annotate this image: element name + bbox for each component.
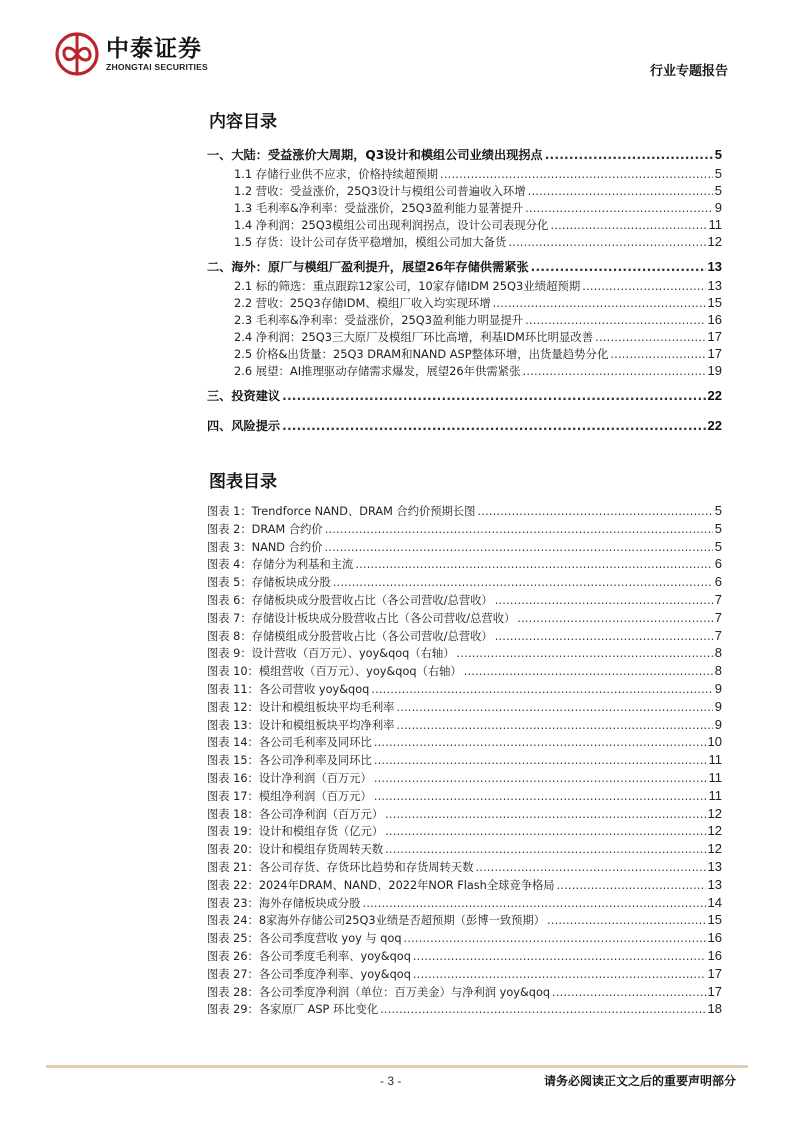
dot-leader xyxy=(385,806,705,823)
toc-page-number: 17 xyxy=(707,329,722,344)
dot-leader xyxy=(282,386,705,406)
figure-toc-label: 图表 17：模组净利润（百万元） xyxy=(207,789,372,803)
dot-leader xyxy=(333,574,713,591)
figure-toc-item[interactable] xyxy=(207,627,722,645)
figure-toc-item[interactable] xyxy=(207,680,722,698)
dot-leader xyxy=(440,166,713,182)
figures-toc-title: 图表目录 xyxy=(209,472,277,492)
figure-toc-page-number: 16 xyxy=(707,930,722,946)
figure-toc-item[interactable] xyxy=(207,876,722,894)
figure-toc-page-number: 11 xyxy=(708,769,722,785)
toc-section-label: 二、海外：原厂与模组厂盈利提升，展望26年存储供需紧张 xyxy=(207,260,529,274)
toc-item-1-4[interactable] xyxy=(207,216,722,233)
figure-toc-page-number: 9 xyxy=(714,680,722,696)
figure-toc-item[interactable] xyxy=(207,520,722,538)
dot-leader xyxy=(477,503,712,520)
toc-section-3[interactable] xyxy=(207,386,722,406)
dot-leader xyxy=(374,770,707,787)
dot-leader xyxy=(324,539,712,556)
toc-page-number: 5 xyxy=(714,183,722,198)
figure-toc-label: 图表 11：各公司营收 yoy&qoq xyxy=(207,682,370,696)
figure-toc-item[interactable] xyxy=(207,591,722,609)
dot-leader xyxy=(385,823,705,840)
toc-item-label: 1.2 营收：受益涨价，25Q3设计与模组公司普遍收入环增 xyxy=(234,184,526,198)
disclaimer-text: 请务必阅读正文之后的重要声明部分 xyxy=(543,1074,736,1088)
zhongtai-logo-icon xyxy=(54,31,100,77)
figure-toc-page-number: 16 xyxy=(707,947,722,963)
toc-page-number: 13 xyxy=(707,259,722,274)
figure-toc-page-number: 17 xyxy=(707,965,722,981)
toc-section-4[interactable] xyxy=(207,416,722,436)
dot-leader xyxy=(325,521,713,538)
figure-toc-label: 图表 14：各公司毛利率及同环比 xyxy=(207,736,372,750)
figure-toc-item[interactable] xyxy=(207,751,722,769)
dot-leader xyxy=(355,556,712,573)
figure-toc-page-number: 13 xyxy=(707,876,722,892)
dot-leader xyxy=(495,592,713,609)
toc-section-label: 一、大陆：受益涨价大周期，Q3设计和模组公司业绩出现拐点 xyxy=(207,148,543,162)
company-logo xyxy=(54,31,208,77)
figure-toc-page-number: 12 xyxy=(707,805,722,821)
toc-page-number: 9 xyxy=(714,200,722,215)
figure-toc-item[interactable] xyxy=(207,911,722,929)
figure-toc-item[interactable] xyxy=(207,787,722,805)
figure-toc-item[interactable] xyxy=(207,573,722,591)
figure-toc-label: 图表 20：设计和模组存货周转天数 xyxy=(207,843,384,857)
dot-leader xyxy=(550,217,706,233)
figure-toc-item[interactable] xyxy=(207,1000,722,1018)
figure-toc-item[interactable] xyxy=(207,822,722,840)
dot-leader xyxy=(545,145,713,165)
figure-toc-label: 图表 12：设计和模组板块平均毛利率 xyxy=(207,700,395,714)
dot-leader xyxy=(380,1001,705,1018)
dot-leader xyxy=(493,295,706,311)
dot-leader xyxy=(552,984,706,1001)
dot-leader xyxy=(413,966,706,983)
dot-leader xyxy=(371,681,712,698)
figure-toc-page-number: 12 xyxy=(707,823,722,839)
figure-toc-label: 图表 4：存储分为利基和主流 xyxy=(207,558,354,572)
dot-leader xyxy=(547,912,705,929)
toc-item-2-3[interactable] xyxy=(207,311,722,328)
dot-leader xyxy=(404,930,706,947)
figure-toc-page-number: 11 xyxy=(708,787,722,803)
figure-toc-label: 图表 21：各公司存货、存货环比趋势和存货周转天数 xyxy=(207,860,474,874)
dot-leader xyxy=(525,200,713,216)
toc-page-number: 15 xyxy=(707,295,722,310)
figure-toc-page-number: 6 xyxy=(714,556,722,572)
dot-leader xyxy=(531,257,706,277)
figure-toc-item[interactable] xyxy=(207,538,722,556)
dot-leader xyxy=(528,183,713,199)
figure-toc-label: 图表 29：各家原厂 ASP 环比变化 xyxy=(207,1003,379,1017)
dot-leader xyxy=(374,752,707,769)
figure-toc-page-number: 5 xyxy=(714,503,722,518)
toc-item-label: 2.4 净利润：25Q3三大原厂及模组厂环比高增，利基IDM环比明显改善 xyxy=(234,330,594,344)
figure-toc-item[interactable] xyxy=(207,929,722,947)
figure-toc-page-number: 10 xyxy=(707,734,722,750)
dot-leader xyxy=(557,877,706,894)
figure-toc-item[interactable] xyxy=(207,965,722,983)
figure-toc-item[interactable] xyxy=(207,698,722,716)
toc-item-1-3[interactable] xyxy=(207,199,722,216)
figure-toc-item[interactable] xyxy=(207,894,722,912)
toc-title: 内容目录 xyxy=(209,112,277,132)
figure-toc-label: 图表 27：各公司季度净利率、yoy&qoq xyxy=(207,967,411,981)
dot-leader xyxy=(363,895,706,912)
toc-item-label: 2.1 标的筛选：重点跟踪12家公司，10家存储IDM 25Q3业绩超预期 xyxy=(234,279,581,293)
dot-leader xyxy=(525,312,705,328)
logo-chinese-name: 中泰证券 xyxy=(106,35,202,62)
figure-toc-label: 图表 6：存储板块成分股营收占比（各公司营收/总营收） xyxy=(207,593,493,607)
figure-toc-page-number: 9 xyxy=(714,698,722,714)
figure-toc-label: 图表 5：存储板块成分股 xyxy=(207,576,331,590)
figure-toc-label: 图表 28：各公司季度净利润（单位：百万美金）与净利润 yoy&qoq xyxy=(207,985,551,999)
toc-item-label: 1.3 毛利率&净利率：受益涨价，25Q3盈利能力显著提升 xyxy=(234,201,524,215)
dot-leader xyxy=(374,734,706,751)
figure-toc-item[interactable] xyxy=(207,644,722,662)
dot-leader xyxy=(476,859,706,876)
figure-toc-label: 图表 26：各公司季度毛利率、yoy&qoq xyxy=(207,949,411,963)
figure-toc-label: 图表 16：设计净利润（百万元） xyxy=(207,771,372,785)
dot-leader xyxy=(495,628,713,645)
logo-english-name: ZHONGTAI SECURITIES xyxy=(106,61,208,72)
figures-list xyxy=(207,502,722,1018)
toc-item-1-5[interactable] xyxy=(207,233,722,250)
toc-item-2-1[interactable] xyxy=(207,277,722,294)
dot-leader xyxy=(508,234,705,250)
toc-page-number: 13 xyxy=(707,278,722,293)
toc-page-number: 22 xyxy=(707,388,722,403)
figure-toc-label: 图表 24：8家海外存储公司25Q3业绩是否超预期（彭博一致预期） xyxy=(207,914,546,928)
figure-toc-label: 图表 9：设计营收（百万元）、yoy&qoq（右轴） xyxy=(207,647,455,661)
toc-section-2[interactable] xyxy=(207,257,722,277)
figure-toc-label: 图表 18：各公司净利润（百万元） xyxy=(207,807,384,821)
figure-toc-item[interactable] xyxy=(207,805,722,823)
figure-toc-page-number: 8 xyxy=(714,663,722,679)
dot-leader xyxy=(582,278,705,294)
figure-toc-label: 图表 25：各公司季度营收 yoy 与 qoq xyxy=(207,932,402,946)
figure-toc-page-number: 13 xyxy=(707,858,722,874)
footer-divider xyxy=(46,1065,748,1068)
figure-toc-page-number: 5 xyxy=(714,520,722,536)
figure-toc-item[interactable] xyxy=(207,555,722,573)
figure-toc-label: 图表 13：设计和模组板块平均净利率 xyxy=(207,718,395,732)
toc-section-1[interactable] xyxy=(207,145,722,165)
toc-item-label: 1.4 净利润：25Q3模组公司出现利润拐点，设计公司表现分化 xyxy=(234,218,549,232)
figure-toc-page-number: 14 xyxy=(707,894,722,910)
figure-toc-label: 图表 22：2024年DRAM、NAND、2022年NOR Flash全球竞争格局 xyxy=(207,878,555,892)
dot-leader xyxy=(282,416,705,436)
toc-item-label: 1.5 存货：设计公司存货平稳增加，模组公司加大备货 xyxy=(234,235,507,249)
figure-toc-page-number: 8 xyxy=(714,645,722,661)
toc-page-number: 12 xyxy=(707,234,722,249)
toc-page-number: 5 xyxy=(714,166,722,181)
dot-leader xyxy=(464,663,713,680)
dot-leader xyxy=(610,346,705,362)
toc-item-label: 2.5 价格&出货量：25Q3 DRAM和NAND ASP整体环增，出货量趋势分化 xyxy=(234,347,609,361)
report-type-label: 行业专题报告 xyxy=(649,64,728,79)
figure-toc-page-number: 5 xyxy=(714,538,722,554)
toc-page-number: 22 xyxy=(707,418,722,433)
figure-toc-page-number: 9 xyxy=(714,716,722,732)
toc-page-number: 11 xyxy=(708,217,722,232)
dot-leader xyxy=(595,329,705,345)
figure-toc-label: 图表 8：存储模组成分股营收占比（各公司营收/总营收） xyxy=(207,629,493,643)
figure-toc-item[interactable] xyxy=(207,858,722,876)
figure-toc-label: 图表 15：各公司净利率及同环比 xyxy=(207,754,372,768)
figure-toc-page-number: 17 xyxy=(707,983,722,999)
dot-leader xyxy=(523,363,706,379)
figure-toc-page-number: 18 xyxy=(707,1001,722,1017)
figure-toc-page-number: 7 xyxy=(714,609,722,625)
figure-toc-label: 图表 10：模组营收（百万元）、yoy&qoq（右轴） xyxy=(207,665,462,679)
toc-item-label: 1.1 存储行业供不应求，价格持续超预期 xyxy=(234,167,438,181)
figure-toc-label: 图表 2：DRAM 合约价 xyxy=(207,522,323,536)
figure-toc-page-number: 12 xyxy=(707,841,722,857)
figure-toc-label: 图表 23：海外存储板块成分股 xyxy=(207,896,361,910)
toc-item-2-5[interactable] xyxy=(207,345,722,362)
dot-leader xyxy=(374,788,707,805)
figure-toc-label: 图表 3：NAND 合约价 xyxy=(207,540,323,554)
toc-page-number: 17 xyxy=(707,346,722,361)
figure-toc-label: 图表 19：设计和模组存货（亿元） xyxy=(207,825,384,839)
toc-item-label: 2.2 营收：25Q3存储IDM、模组厂收入均实现环增 xyxy=(234,296,491,310)
dot-leader xyxy=(396,717,712,734)
dot-leader xyxy=(385,841,705,858)
figure-toc-item[interactable] xyxy=(207,662,722,680)
dot-leader xyxy=(457,645,713,662)
figure-toc-item[interactable] xyxy=(207,502,722,520)
toc-page-number: 5 xyxy=(714,147,722,162)
figure-toc-page-number: 7 xyxy=(714,591,722,607)
figure-toc-item[interactable] xyxy=(207,769,722,787)
figure-toc-label: 图表 1：Trendforce NAND、DRAM 合约价预期长图 xyxy=(207,505,476,518)
figure-toc-item[interactable] xyxy=(207,983,722,1001)
toc-item-label: 2.6 展望：AI推理驱动存储需求爆发，展望26年供需紧张 xyxy=(234,364,521,378)
toc-item-label: 2.3 毛利率&净利率：受益涨价，25Q3盈利能力明显提升 xyxy=(234,313,524,327)
figure-toc-item[interactable] xyxy=(207,840,722,858)
dot-leader xyxy=(517,610,712,627)
toc-item-2-2[interactable] xyxy=(207,294,722,311)
dot-leader xyxy=(396,699,712,716)
page-number: - 3 - xyxy=(380,1074,402,1088)
toc-section-label: 四、风险提示 xyxy=(207,419,281,433)
toc-item-2-6[interactable] xyxy=(207,362,722,379)
toc-item-2-4[interactable] xyxy=(207,328,722,345)
figure-toc-item[interactable] xyxy=(207,609,722,627)
figure-toc-page-number: 6 xyxy=(714,574,722,590)
figure-toc-page-number: 15 xyxy=(707,912,722,928)
figure-toc-page-number: 7 xyxy=(714,627,722,643)
toc-list xyxy=(207,145,722,436)
toc-item-1-1[interactable] xyxy=(207,165,722,182)
figure-toc-item[interactable] xyxy=(207,733,722,751)
figure-toc-label: 图表 7：存储设计板块成分股营收占比（各公司营收/总营收） xyxy=(207,611,516,625)
dot-leader xyxy=(413,948,706,965)
figure-toc-page-number: 11 xyxy=(708,752,722,768)
toc-item-1-2[interactable] xyxy=(207,182,722,199)
toc-page-number: 19 xyxy=(707,363,722,378)
toc-section-label: 三、投资建议 xyxy=(207,389,281,403)
figure-toc-item[interactable] xyxy=(207,716,722,734)
figure-toc-item[interactable] xyxy=(207,947,722,965)
toc-page-number: 16 xyxy=(707,312,722,327)
